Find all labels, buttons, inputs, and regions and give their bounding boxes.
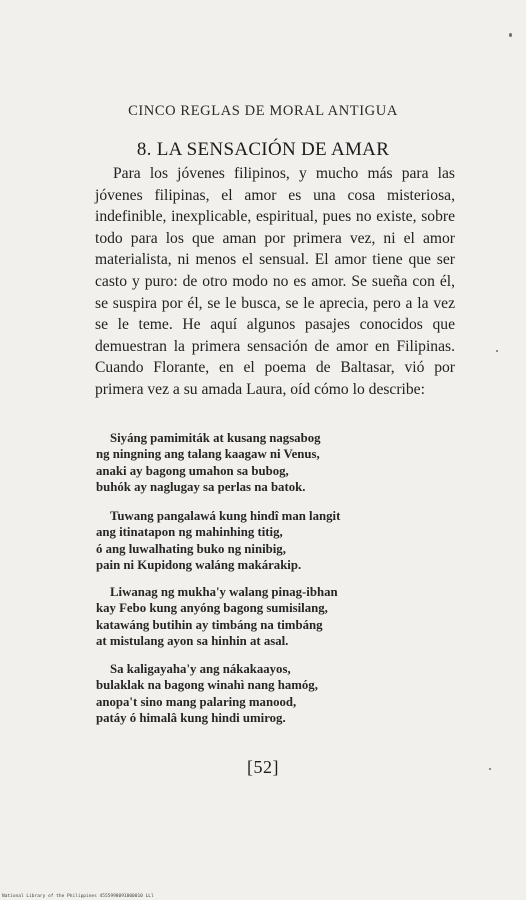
paper-speck — [496, 350, 498, 352]
poem-line: bulaklak na bagong winahì nang hamóg, — [96, 678, 318, 693]
scan-footer-stamp: National Library of the Philippines 4555998091000010 LLl — [2, 894, 154, 899]
poem-stanza-3 — [96, 584, 426, 650]
poem-line: Sa kaligayaha'y ang nákakaayos, — [110, 662, 291, 676]
poem-stanza-4 — [96, 661, 426, 727]
poem-line: buhók ay naglugay sa perlas na batok. — [96, 480, 306, 495]
poem-line: anaki ay bagong umahon sa bubog, — [96, 463, 289, 478]
paper-speck — [489, 768, 491, 770]
poem-line: Siyáng pamimiták at kusang nagsabog — [110, 431, 321, 445]
poem-line: at mistulang ayon sa hinhin at asal. — [96, 634, 289, 649]
poem-line: Tuwang pangalawá kung hindî man langit — [110, 509, 341, 523]
poem-stanza-2 — [96, 508, 426, 574]
poem-line: katawáng butihin ay timbáng na timbáng — [96, 617, 323, 632]
poem-line: kay Febo kung anyóng bagong sumisilang, — [96, 601, 328, 616]
poem-line: ó ang luwalhating buko ng ninibig, — [96, 541, 286, 556]
poem-line: pain ni Kupidong waláng makárakip. — [96, 558, 302, 573]
poem-line: ang itinatapon ng mahinhing titig, — [96, 525, 283, 540]
poem-line: Liwanag ng mukha'y walang pinag-ibhan — [110, 585, 338, 599]
section-title: 8. LA SENSACIÓN DE AMAR — [136, 139, 390, 160]
running-head: CINCO REGLAS DE MORAL ANTIGUA — [128, 103, 398, 119]
body-paragraph: Para los jóvenes filipinos, y mucho más para las jóvenes filipinas, el amor es una cosa misteriosa, indefinible, inexplicable, espiritual, pues no existe, sobre todo para los que aman por primera vez, ni el amor materialista, ni menos el sensual. El amor tiene que ser casto y puro: de otro modo no es amor. Se sueña con él, se suspira por él, se le busca, se le aprecia, pero a la vez se le teme. He aquí algunos pasajes conocidos que demuestran la primera sensación de amor en Filipinas. Cuando Florante, en el poema de Baltasar, vió por primera vez a su amada Laura, oíd cómo lo describe: — [95, 165, 455, 398]
poem-stanza-1 — [96, 430, 426, 496]
poem-line: anopa't sino mang palaring manood, — [96, 694, 297, 709]
page-number: [52] — [247, 757, 279, 777]
poem-line: ng ningning ang talang kaagaw ni Venus, — [96, 447, 320, 462]
poem-line: patáy ó himalâ kung hindi umirog. — [96, 711, 286, 726]
paper-speck — [509, 33, 512, 37]
